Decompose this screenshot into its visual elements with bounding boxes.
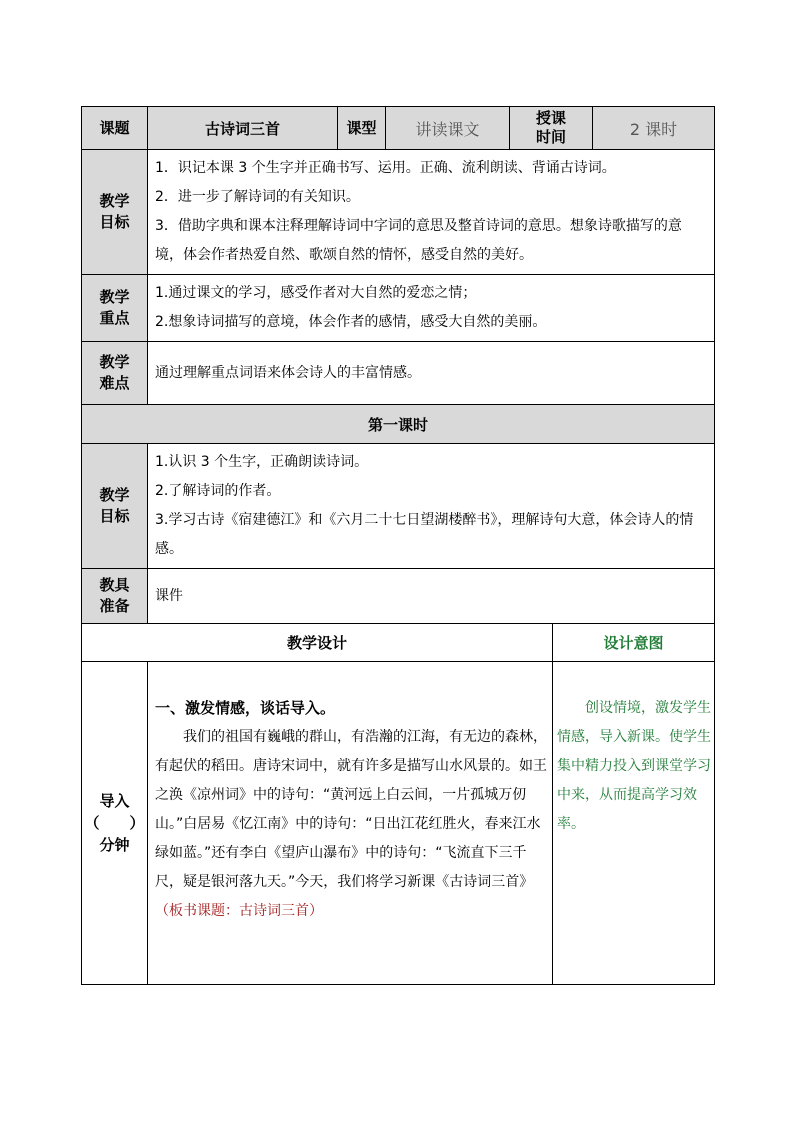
intro-intent-content: 创设情境，激发学生情感，导入新课。使学生集中精力投入到课堂学习中来，从而提高学习效率。	[553, 662, 715, 985]
difficulties-label-line-2: 难点	[99, 374, 130, 392]
lesson-one-objectives-content	[148, 444, 715, 569]
difficulties-label	[82, 342, 148, 405]
key-points-label-line-2: 重点	[99, 309, 130, 327]
header-row	[82, 107, 715, 150]
stage-label-line-2: （ ）	[84, 814, 145, 832]
lesson-one-title: 第一课时	[82, 405, 715, 444]
objectives-label-line-1: 教学	[99, 192, 130, 210]
intro-design-content	[148, 662, 553, 985]
section-title: 一、激发情感，谈话导入。	[155, 699, 336, 717]
teaching-tools-row	[82, 569, 715, 624]
key-point-item: 1.通过课文的学习，感受作者对大自然的爱恋之情；	[155, 285, 477, 301]
time-label	[510, 107, 593, 150]
time-label-line-1: 授课	[536, 109, 567, 127]
lesson-plan-table	[81, 106, 715, 985]
key-points-row	[82, 275, 715, 342]
lesson-one-objectives-label	[82, 444, 148, 569]
stage-label-line-3: 分钟	[99, 836, 130, 854]
intent-header: 设计意图	[553, 624, 715, 662]
teaching-tools-label-line-1: 教具	[99, 576, 130, 594]
lesson-plan-page	[81, 106, 714, 985]
time-value: 2 课时	[593, 107, 715, 150]
lesson-objective-item: 1.认识 3 个生字，正确朗读诗词。	[155, 454, 369, 470]
difficulties-label-line-1: 教学	[99, 353, 130, 371]
intro-paragraph	[155, 723, 547, 926]
difficulties-content: 通过理解重点词语来体会诗人的丰富情感。	[148, 342, 715, 405]
time-label-line-2: 时间	[536, 128, 567, 146]
teaching-tools-label-line-2: 准备	[99, 597, 130, 615]
objectives-row	[82, 150, 715, 275]
subject-value: 古诗词三首	[148, 107, 338, 150]
board-note: （板书课题：古诗词三首）	[155, 903, 323, 919]
teaching-tools-content: 课件	[148, 569, 715, 624]
lesson-one-objectives-row	[82, 444, 715, 569]
objectives-content	[148, 150, 715, 275]
key-points-label	[82, 275, 148, 342]
intro-stage-row	[82, 662, 715, 985]
teaching-tools-label	[82, 569, 148, 624]
stage-label-line-1: 导入	[99, 792, 130, 810]
lesson-objective-item: 2.了解诗词的作者。	[155, 483, 281, 499]
key-points-content	[148, 275, 715, 342]
objectives-label-line-2: 目标	[99, 213, 130, 231]
subject-label: 课题	[82, 107, 148, 150]
lesson-one-title-row	[82, 405, 715, 444]
design-header: 教学设计	[82, 624, 553, 662]
type-label: 课型	[338, 107, 386, 150]
objective-item: 2．进一步了解诗词的有关知识。	[155, 189, 360, 205]
key-points-label-line-1: 教学	[99, 288, 130, 306]
difficulties-row	[82, 342, 715, 405]
intro-stage-label	[82, 662, 148, 985]
objective-item: 3．借助字典和课本注释理解诗词中字词的意思及整首诗词的意思。想象诗歌描写的意境，体会作者热爱自然、歌颂自然的情怀，感受自然的美好。	[155, 218, 682, 263]
lesson-objective-item: 3.学习古诗《宿建德江》和《六月二十七日望湖楼醉书》，理解诗句大意，体会诗人的情感。	[155, 512, 694, 557]
key-point-item: 2.想象诗词描写的意境，体会作者的感情，感受大自然的美丽。	[155, 314, 547, 330]
lesson-one-objectives-label-line-1: 教学	[99, 486, 130, 504]
intro-paragraph-text: 我们的祖国有巍峨的群山，有浩瀚的江海，有无边的森林，有起伏的稻田。唐诗宋词中，就有许多是描写山水风景的。如王之涣《凉州词》中的诗句：“黄河远上白云间，一片孤城万仞山。”白居易《忆江南》中的诗句：“日出江花红胜火，春来江水绿如蓝。”还有李白《望庐山瀑布》中的诗句：“飞流直下三千尺，疑是银河落九天。”今天，我们将学习新课《古诗词三首》	[155, 729, 547, 890]
objective-item: 1．识记本课 3 个生字并正确书写、运用。正确、流利朗读、背诵古诗词。	[155, 160, 616, 176]
type-value: 讲读课文	[386, 107, 510, 150]
design-header-row	[82, 624, 715, 662]
lesson-one-objectives-label-line-2: 目标	[99, 507, 130, 525]
objectives-label	[82, 150, 148, 275]
